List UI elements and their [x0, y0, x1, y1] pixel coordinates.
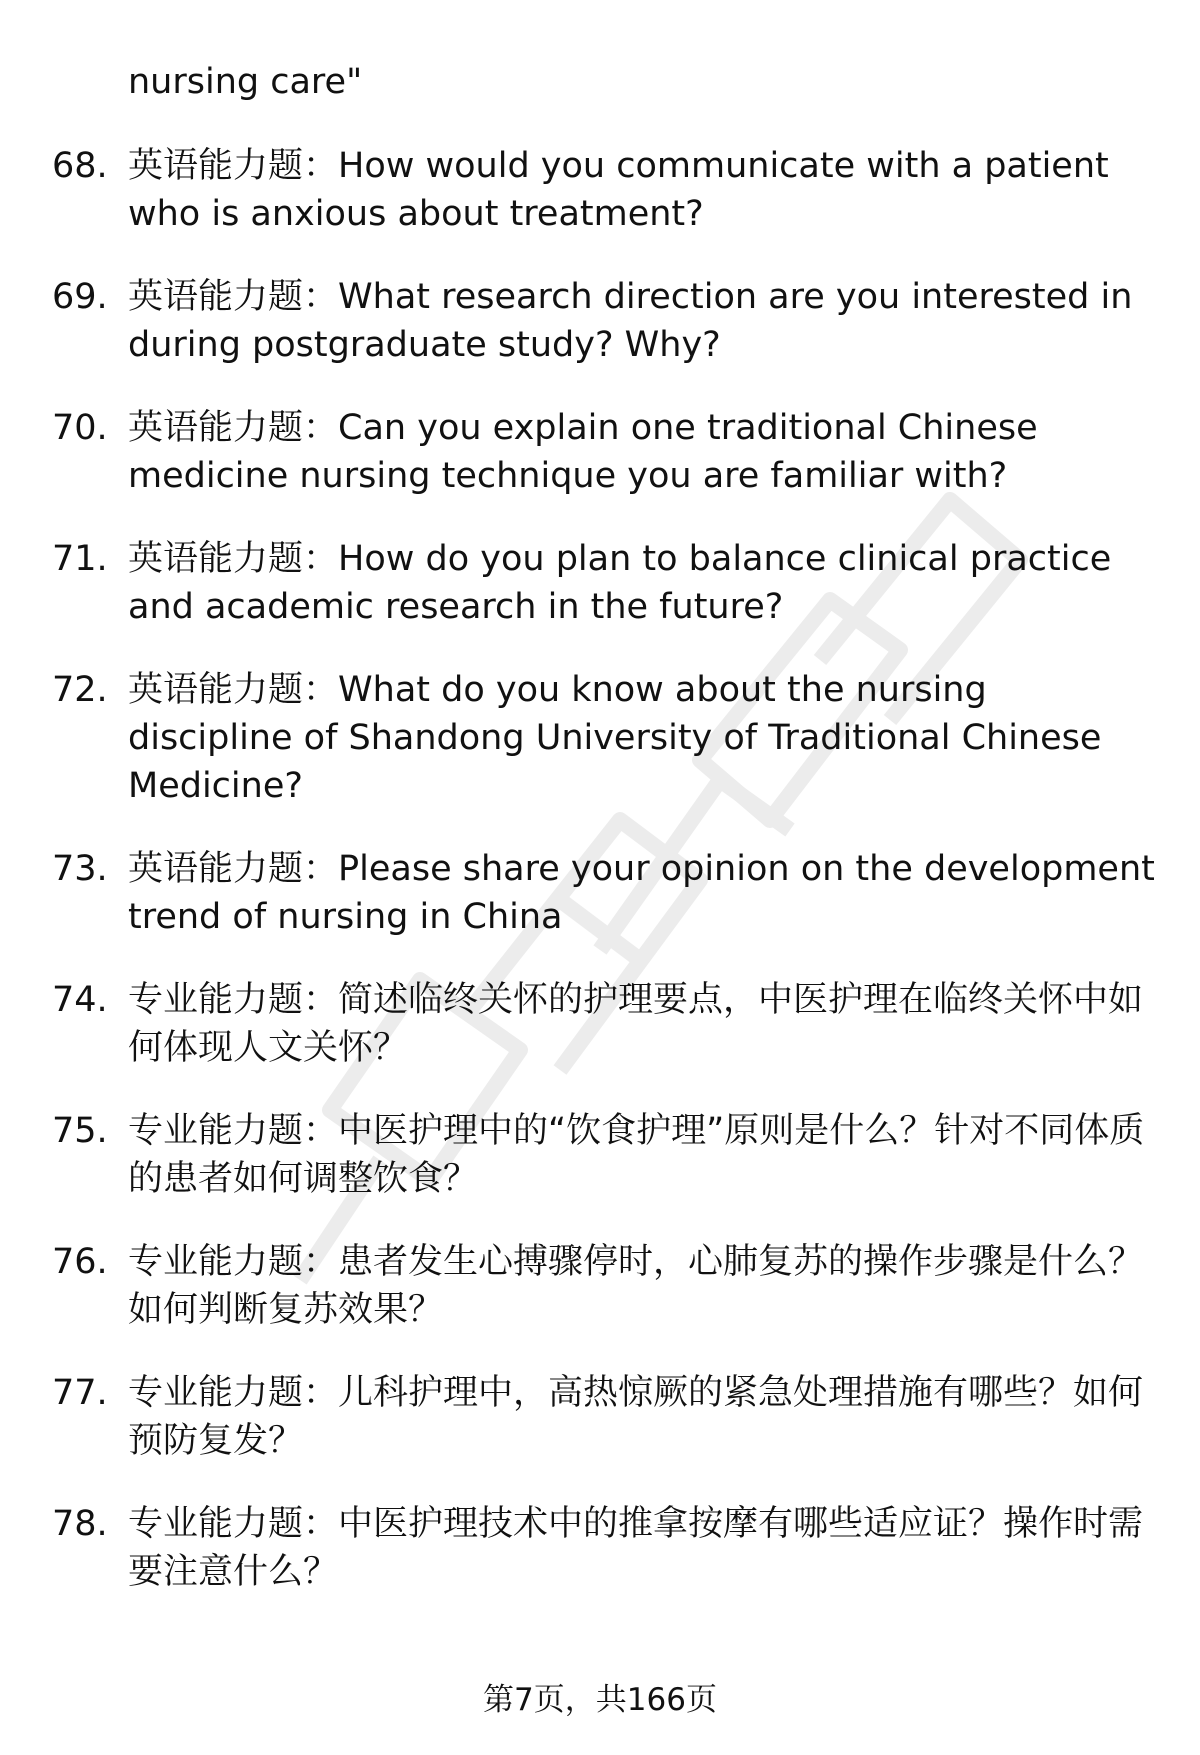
question-item [0, 1238, 1200, 1334]
question-number: 74. [52, 980, 108, 1020]
question-separator: ： [303, 1242, 339, 1282]
question-text: Please share your opinion on the development trend of nursing in China [128, 849, 1155, 937]
question-separator: ： [303, 1111, 339, 1151]
question-separator: ： [303, 539, 339, 579]
question-text: 患者发生心搏骤停时，心肺复苏的操作步骤是什么？如何判断复苏效果？ [128, 1242, 1144, 1330]
question-number: 69. [52, 277, 108, 317]
question-item [0, 404, 1200, 500]
question-number: 71. [52, 539, 108, 579]
question-separator: ： [303, 1373, 339, 1413]
question-text: 中医护理技术中的推拿按摩有哪些适应证？操作时需要注意什么？ [128, 1504, 1144, 1592]
question-number: 77. [52, 1373, 108, 1413]
question-separator: ： [303, 670, 339, 710]
question-item [0, 845, 1200, 941]
question-item [0, 142, 1200, 238]
question-separator: ： [303, 146, 339, 186]
question-list [0, 142, 1200, 1631]
question-category: 英语能力题 [128, 849, 304, 889]
question-category: 专业能力题 [128, 1242, 304, 1282]
question-separator: ： [303, 408, 339, 448]
question-text: 简述临终关怀的护理要点，中医护理在临终关怀中如何体现人文关怀？ [128, 980, 1144, 1068]
question-separator: ： [303, 277, 339, 317]
question-number: 68. [52, 146, 108, 186]
question-item [0, 1500, 1200, 1596]
question-text: Can you explain one traditional Chinese medicine nursing technique you are familiar with? [128, 408, 1038, 496]
question-number: 76. [52, 1242, 108, 1282]
question-item [0, 666, 1200, 810]
question-item [0, 535, 1200, 631]
question-category: 专业能力题 [128, 980, 304, 1020]
page-footer: 第7页，共166页 [483, 1682, 717, 1718]
question-separator: ： [303, 980, 339, 1020]
question-category: 专业能力题 [128, 1111, 304, 1151]
question-category: 英语能力题 [128, 408, 304, 448]
question-text: How would you communicate with a patient who is anxious about treatment? [128, 146, 1109, 234]
question-item [0, 273, 1200, 369]
question-item [0, 976, 1200, 1072]
question-separator: ： [303, 1504, 339, 1544]
question-category: 专业能力题 [128, 1504, 304, 1544]
question-category: 专业能力题 [128, 1373, 304, 1413]
question-number: 72. [52, 670, 108, 710]
question-separator: ： [303, 849, 339, 889]
question-category: 英语能力题 [128, 539, 304, 579]
question-text: 中医护理中的“饮食护理”原则是什么？针对不同体质的患者如何调整饮食？ [128, 1111, 1145, 1199]
question-category: 英语能力题 [128, 146, 304, 186]
question-text: What do you know about the nursing discipline of Shandong University of Traditional Chinese Medicine? [128, 670, 1102, 806]
question-item [0, 1107, 1200, 1203]
question-text: What research direction are you interested in during postgraduate study? Why? [128, 277, 1133, 365]
question-number: 78. [52, 1504, 108, 1544]
question-number: 75. [52, 1111, 108, 1151]
question-text: 儿科护理中，高热惊厥的紧急处理措施有哪些？如何预防复发？ [128, 1373, 1144, 1461]
question-number: 73. [52, 849, 108, 889]
question-number: 70. [52, 408, 108, 448]
question-category: 英语能力题 [128, 277, 304, 317]
continuation-text: nursing care" [128, 62, 363, 102]
question-category: 英语能力题 [128, 670, 304, 710]
question-text: How do you plan to balance clinical practice and academic research in the future? [128, 539, 1112, 627]
question-item [0, 1369, 1200, 1465]
